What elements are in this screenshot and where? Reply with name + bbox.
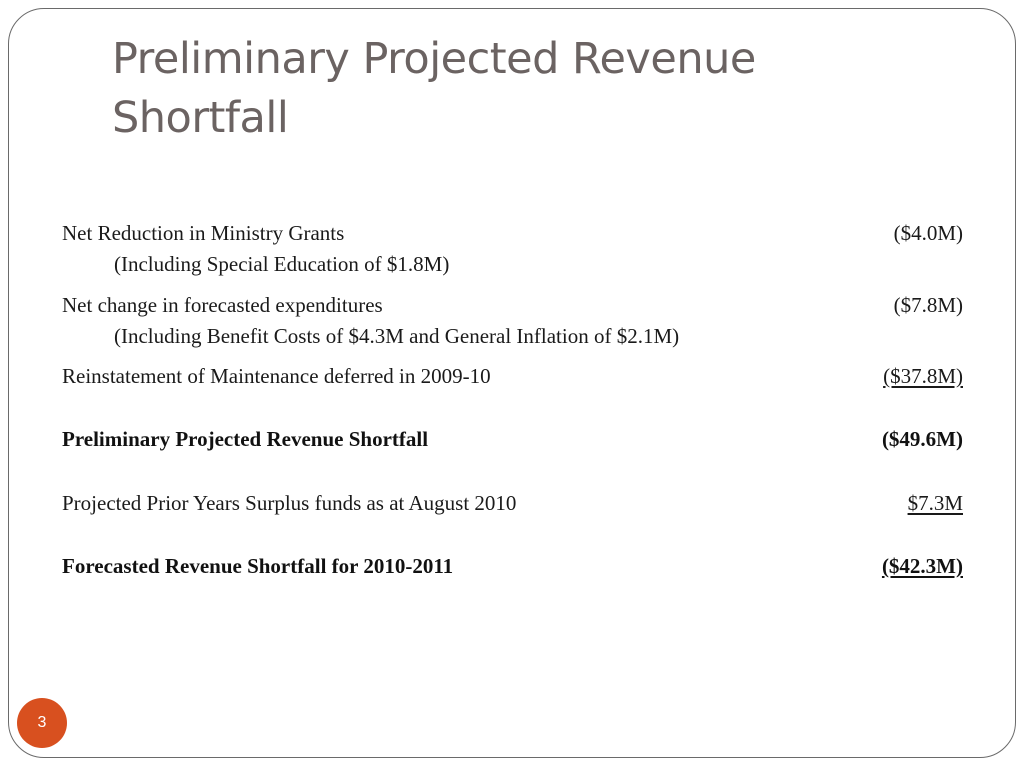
slide-title: Preliminary Projected Revenue Shortfall <box>112 34 756 143</box>
row-label: Projected Prior Years Surplus funds as at August 2010 <box>62 491 517 515</box>
row-amount: ($4.0M) <box>893 221 963 245</box>
page-number-badge: 3 <box>17 698 67 748</box>
row-label: Reinstatement of Maintenance deferred in 2009-10 <box>62 364 491 388</box>
row-sublabel: (Including Special Education of $1.8M) <box>114 252 450 276</box>
row-amount: ($37.8M) <box>883 364 963 388</box>
row-amount: $7.3M <box>907 491 963 515</box>
row-amount: ($7.8M) <box>893 293 963 317</box>
row-label: Net change in forecasted expenditures <box>62 293 383 317</box>
row-amount: ($49.6M) <box>881 427 963 451</box>
row-label: Preliminary Projected Revenue Shortfall <box>62 427 429 451</box>
row-label: Net Reduction in Ministry Grants <box>62 221 345 245</box>
row-label: Forecasted Revenue Shortfall for 2010-2011 <box>62 554 454 578</box>
row-sublabel: (Including Benefit Costs of $4.3M and General Inflation of $2.1M) <box>114 324 680 348</box>
row-amount: ($42.3M) <box>881 554 963 578</box>
